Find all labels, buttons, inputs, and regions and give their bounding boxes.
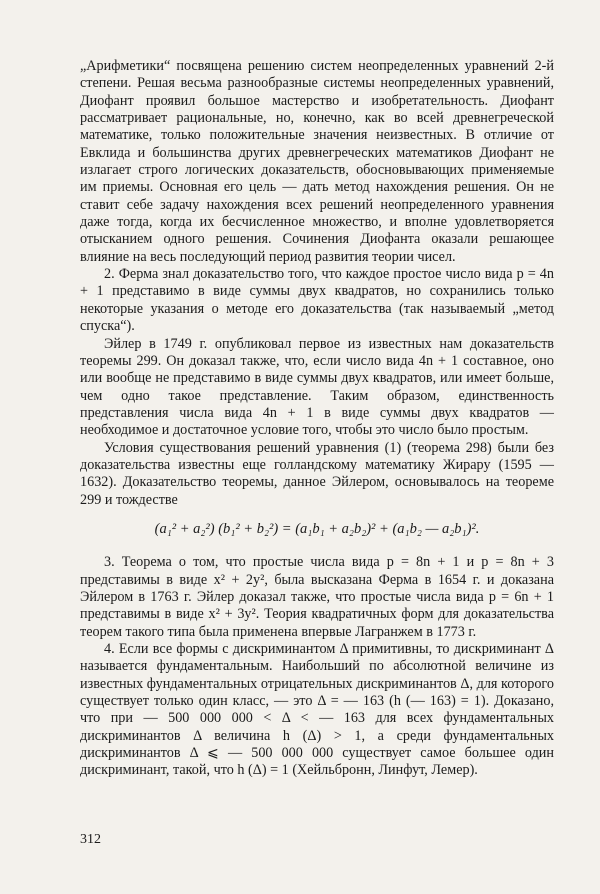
paragraph-discriminant: 4. Если все формы с дискриминантом Δ примитивны, то дискриминант Δ называется фундаментальным. Наибольший по абсолютной величине из известных фундаментальных отрицательных дискриминантов Δ, для которого существует только один класс, — это Δ = — 163 (h (— 163) = 1). Доказано, что при — 500 000 000 < Δ < — 163 для всех фундаментальных дискриминантов Δ величина h (Δ) > 1, а среди фундаментальных дискриминантов Δ ⩽ — 500 000 000 существует самое большее один дискриминант, такой, что h (Δ) = 1 (Хейльбронн, Линфут, Лемер). bbox=[80, 641, 554, 779]
page-number: 312 bbox=[80, 832, 101, 847]
body-text bbox=[80, 58, 554, 780]
paragraph-diophantus: „Арифметики“ посвящена решению систем неопределенных уравнений 2-й степени. Решая весьма разнообразные системы неопределенных уравнений, Диофант проявил большое мастерство и изобретательность. Диофант рассматривает рациональные, но, конечно, как во всей древнегреческой математике, только положительные значения неизвестных. В отличие от Евклида и большинства других древнегреческих математиков Диофант не излагает строго логических доказательств, обосновывающих применяемые им приемы. Основная его цель — дать метод нахождения решения. Он не ставит себе задачу нахождения всех решений неопределенного уравнения даже тогда, когда их бесчисленное множество, и вполне удовлетворяется отысканием одного решения. Сочинения Диофанта оказали решающее влияние на весь последующий период развития теории чисел. bbox=[80, 58, 554, 265]
identity-formula: (a₁² + a₂²) (b₁² + b₂²) = (a₁b₁ + a₂b₂)² + (a₁b₂ — a₂b₁)². bbox=[154, 520, 480, 537]
paragraph-girard: Условия существования решений уравнения (1) (теорема 298) были без доказательства известны еще голландскому математику Жирару (1595 — 1632). Доказательство теоремы, данное Эйлером, основывалось на теореме 299 и тождестве bbox=[80, 439, 554, 508]
paragraph-fermat: 2. Ферма знал доказательство того, что каждое простое число вида p = 4n + 1 представимо в виде суммы двух квадратов, но сохранились только некоторые указания о методе его доказательства (так называемый „метод спуска“). bbox=[80, 266, 554, 335]
paragraph-theorem-3: 3. Теорема о том, что простые числа вида p = 8n + 1 и p = 8n + 3 представимы в виде x² + 2y², была высказана Ферма в 1654 г. и доказана Эйлером в 1763 г. Эйлер доказал также, что простые числа вида p = 6n + 1 представимы в виде x² + 3y². Теория квадратичных форм для доказательства теорем такого типа была применена впервые Лагранжем в 1773 г. bbox=[80, 554, 554, 640]
paragraph-euler: Эйлер в 1749 г. опубликовал первое из известных нам доказательств теоремы 299. Он доказал также, что, если число вида 4n + 1 составное, оно или вообще не представимо в виде суммы двух квадратов, или имеет больше, чем одно такое представление. Таким образом, единственность представления числа вида 4n + 1 в виде суммы двух квадратов — необходимое и достаточное условие того, чтобы это число было простым. bbox=[80, 335, 554, 439]
